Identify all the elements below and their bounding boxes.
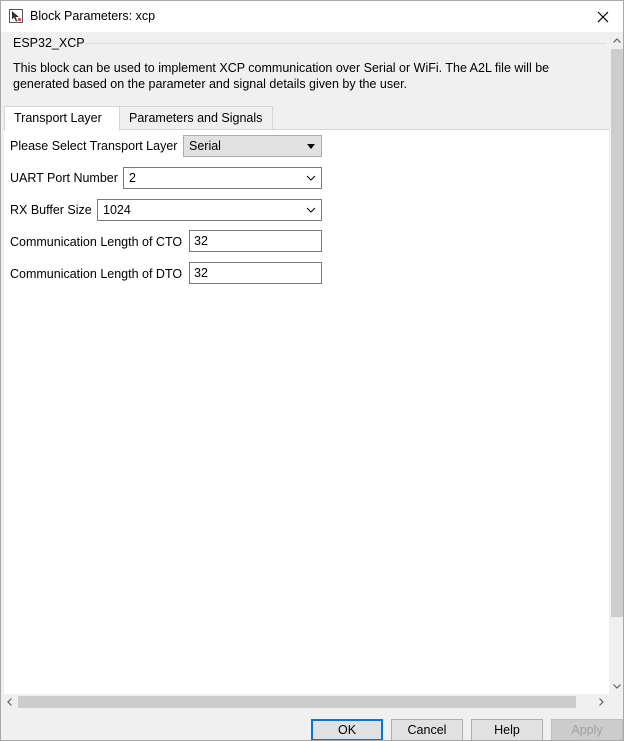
cancel-button[interactable]: Cancel [391,719,463,741]
dialog-content [1,32,609,694]
uart-port-value: 2 [129,171,136,185]
uart-port-label: UART Port Number [10,171,118,185]
transport-layer-label: Please Select Transport Layer [10,139,178,153]
cto-length-field[interactable] [189,230,322,252]
close-icon[interactable] [583,1,623,32]
rx-buffer-select[interactable] [97,199,322,221]
uart-port-select[interactable] [123,167,322,189]
rx-buffer-label: RX Buffer Size [10,203,92,217]
vertical-scroll-thumb[interactable] [611,49,623,617]
dto-length-field[interactable] [189,262,322,284]
transport-layer-value: Serial [189,139,221,153]
dropdown-arrow-icon [305,139,317,153]
chevron-down-icon [305,203,317,217]
scroll-up-icon[interactable] [609,32,624,48]
group-divider [85,43,606,44]
scroll-left-icon[interactable] [1,694,17,710]
transport-layer-panel [4,129,609,694]
horizontal-scrollbar[interactable] [1,694,609,710]
cto-length-label: Communication Length of CTO [10,235,183,249]
rx-buffer-value: 1024 [103,203,131,217]
block-description: This block can be used to implement XCP communication over Serial or WiFi. The A2L file will be generated based on the parameter and signal details given by the user. [13,61,550,91]
ok-button[interactable]: OK [311,719,383,741]
tab-transport-layer[interactable]: Transport Layer [4,106,120,131]
block-group-title: ESP32_XCP [13,36,85,50]
dialog-button-bar [1,710,624,741]
dto-length-label: Communication Length of DTO [10,267,183,281]
simulink-block-icon [9,9,23,23]
scrollbar-corner [609,694,624,710]
apply-button[interactable]: Apply [551,719,623,741]
help-button[interactable]: Help [471,719,543,741]
window-title: Block Parameters: xcp [30,9,156,23]
scroll-right-icon[interactable] [593,694,609,710]
tab-parameters-and-signals[interactable]: Parameters and Signals [119,106,273,129]
title-bar[interactable] [1,1,623,32]
scroll-down-icon[interactable] [609,678,624,694]
horizontal-scroll-thumb[interactable] [18,696,576,708]
vertical-scrollbar[interactable] [609,32,624,694]
transport-layer-select[interactable] [183,135,322,157]
chevron-down-icon [305,171,317,185]
